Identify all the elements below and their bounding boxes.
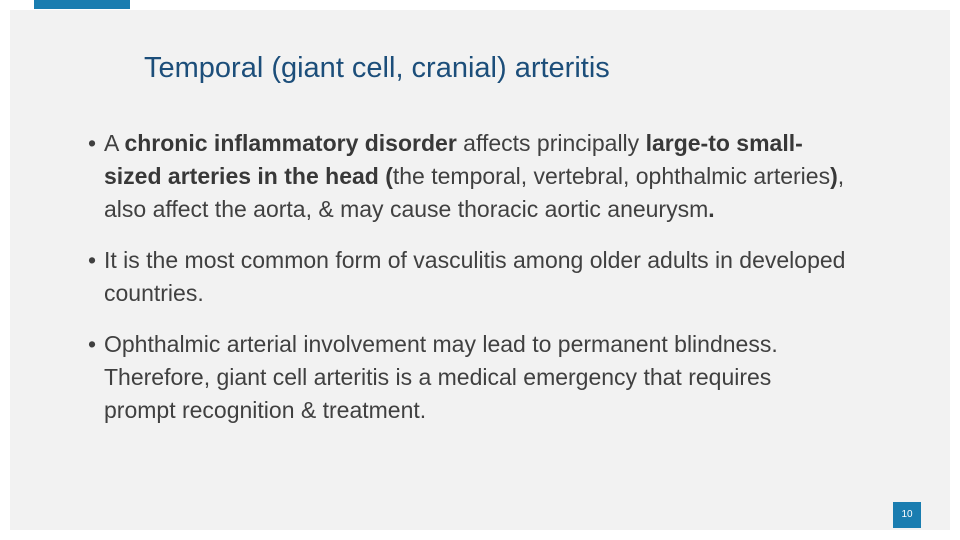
bullet-marker: • <box>88 331 97 357</box>
bullet-marker: • <box>88 247 97 273</box>
bullet-item-prevalence <box>88 244 848 310</box>
page-number-badge: 10 <box>893 502 921 528</box>
slide-title: Temporal (giant cell, cranial) arteritis <box>144 52 610 84</box>
bullet-marker: • <box>88 130 97 156</box>
bullet-text-part: the temporal, vertebral, ophthalmic arteries <box>392 163 831 189</box>
bullet-text: Ophthalmic arterial involvement may lead to permanent blindness. Therefore, giant cell arteritis is a medical emergency that requires prompt recognition & treatment. <box>104 331 778 423</box>
bullet-text-bold: ) <box>830 163 838 189</box>
bullet-text-part: A <box>104 130 125 156</box>
bullet-text-bold: large-to small-sized arteries in the head ( <box>104 130 803 189</box>
bullet-text-bold: . <box>708 196 715 222</box>
bullet-text-bold: chronic inflammatory disorder <box>124 130 457 156</box>
bullet-text-part: , also affect the aorta, & may cause thoracic aortic aneurysm <box>104 163 845 222</box>
bullet-text-part: affects principally <box>456 130 646 156</box>
top-accent-bar <box>34 0 130 9</box>
bullet-item-definition <box>88 127 848 226</box>
bullet-list <box>88 127 848 427</box>
bullet-text: It is the most common form of vasculitis among older adults in developed countries. <box>104 247 846 306</box>
bullet-item-ophthalmic <box>88 328 848 427</box>
